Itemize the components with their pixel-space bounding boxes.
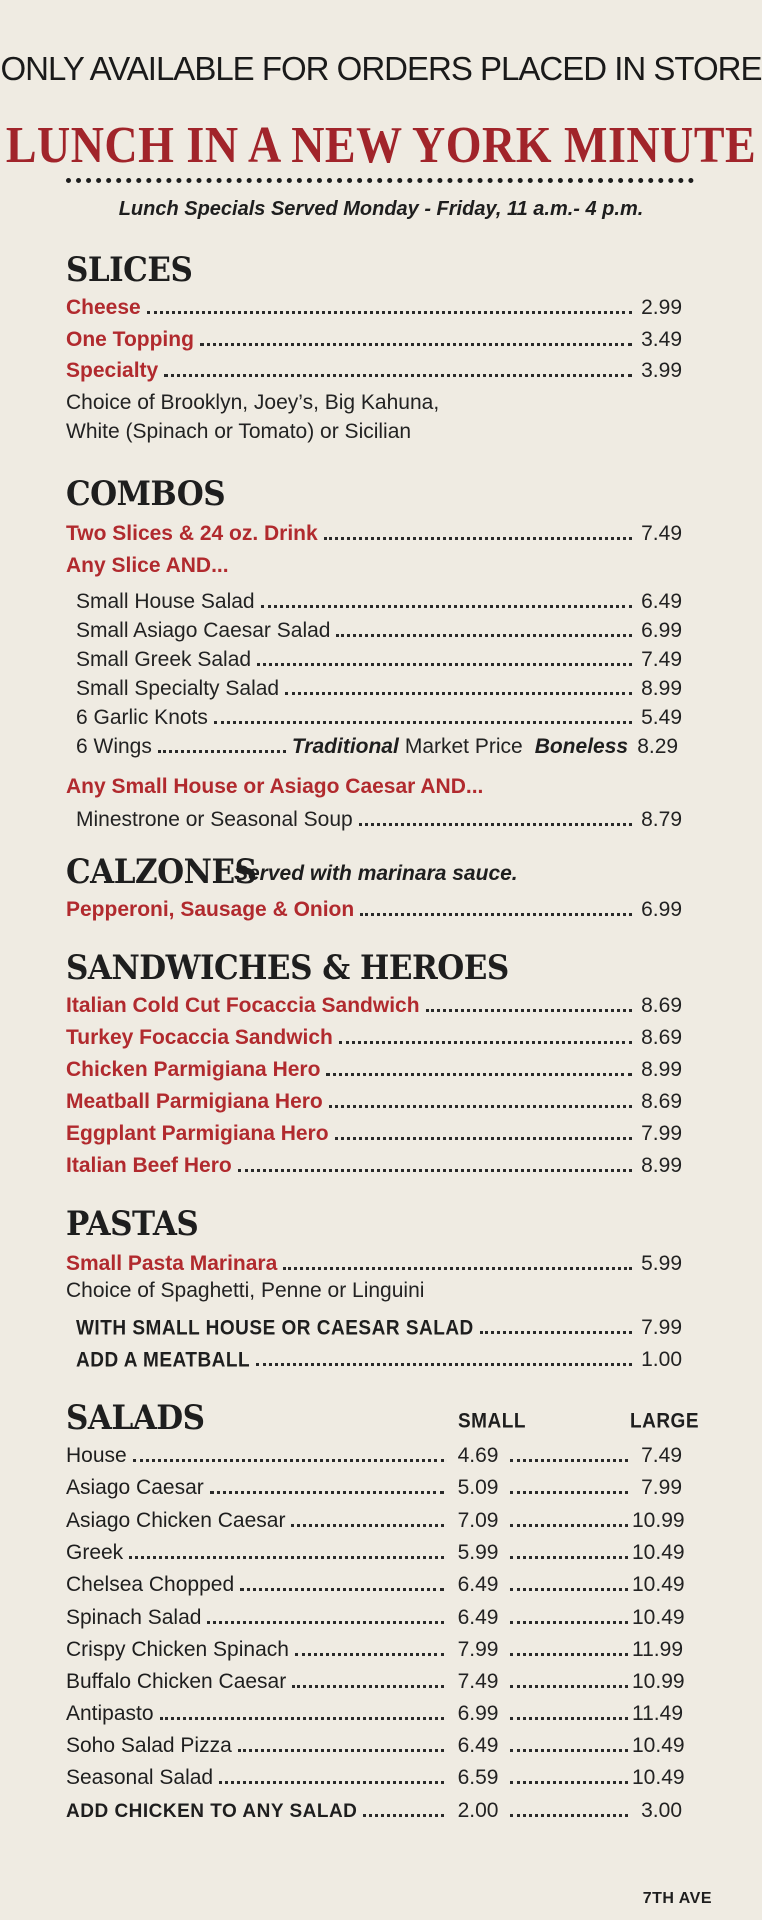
large-price: 10.49 [632,1541,685,1564]
item-name: Cheese [66,296,141,319]
item-name: WITH SMALL HOUSE OR CAESAR SALAD [76,1316,474,1340]
slices-description [66,388,439,446]
location-label: 7TH AVE [642,1890,712,1907]
menu-item [66,324,682,352]
item-price: 3.49 [641,328,682,351]
small-column-header: SMALL [458,1409,526,1433]
dot-leader [510,1524,628,1527]
large-price: 7.49 [641,1444,682,1467]
menu-item [66,894,682,922]
small-price: 6.59 [457,1766,499,1789]
section-title-calzones: CALZONES [66,852,257,892]
add-chicken-row [66,1795,682,1823]
traditional-price: Market Price [404,735,523,758]
menu-item [76,615,682,643]
item-price: 6.49 [641,590,682,613]
wings-item [76,731,682,759]
section-title-slices: SLICES [66,250,193,290]
item-name: Specialty [66,359,159,382]
menu-item [66,1054,682,1082]
dot-leader [510,1653,628,1656]
dot-leader [510,1814,628,1817]
menu-item [66,292,682,320]
large-price: 10.49 [632,1734,685,1757]
item-name: Greek [66,1541,124,1564]
menu-item [76,644,682,672]
item-price: 7.99 [641,1316,682,1339]
item-price: 6.99 [641,619,682,642]
item-price: 5.99 [641,1252,682,1275]
item-name: Small Asiago Caesar Salad [76,619,331,642]
large-column-header: LARGE [630,1409,699,1433]
item-name: One Topping [66,328,194,351]
dot-leader [158,750,286,753]
item-name: Asiago Chicken Caesar [66,1509,286,1532]
dot-leader [326,1073,632,1076]
dot-leader [147,311,632,314]
item-name: Asiago Caesar [66,1476,204,1499]
item-price: 5.49 [641,706,682,729]
traditional-label: Traditional [291,735,399,758]
large-price: 3.00 [641,1799,682,1822]
in-store-notice: ONLY AVAILABLE FOR ORDERS PLACED IN STORE [0,50,762,87]
item-price: 8.69 [641,1090,682,1113]
dot-leader [238,1169,632,1172]
dot-leader [207,1621,444,1624]
item-name: ADD CHICKEN TO ANY SALAD [66,1801,358,1822]
dot-leader [329,1105,632,1108]
salad-row [66,1537,685,1565]
dot-leader [283,1267,632,1270]
dot-leader [360,913,632,916]
dot-leader [510,1717,628,1720]
menu-item [76,1344,682,1372]
calzone-note: Served with marinara sauce. [234,862,518,885]
boneless-price: 8.29 [637,735,679,758]
menu-title: LUNCH IN A NEW YORK MINUTE [5,115,757,174]
item-price: 7.49 [641,522,682,545]
menu-item [66,1086,682,1114]
large-price: 11.99 [632,1638,683,1661]
item-price: 2.99 [641,296,682,319]
menu-item [66,990,682,1018]
salad-row [66,1602,685,1630]
small-price: 6.49 [457,1606,499,1629]
item-price: 6.99 [641,898,682,921]
small-price: 4.69 [457,1444,499,1467]
menu-item [76,804,682,832]
pasta-description: Choice of Spaghetti, Penne or Linguini [66,1279,425,1302]
item-name: Soho Salad Pizza [66,1734,232,1757]
dot-leader [426,1009,632,1012]
dot-leader [510,1781,628,1784]
small-price: 7.49 [457,1670,499,1693]
item-name: Chelsea Chopped [66,1573,235,1596]
large-price: 10.49 [632,1606,685,1629]
item-name: Seasonal Salad [66,1766,214,1789]
dot-leader [261,605,632,608]
dot-leader [510,1749,628,1752]
item-price: 7.49 [641,648,682,671]
menu-item [66,1118,682,1146]
small-price: 7.09 [457,1509,499,1532]
item-price: 1.00 [641,1348,682,1371]
item-name: Antipasto [66,1702,154,1725]
item-name: Meatball Parmigiana Hero [66,1090,323,1113]
item-name: Pepperoni, Sausage & Onion [66,898,355,921]
item-name: Small Pasta Marinara [66,1252,278,1275]
dot-leader [510,1621,628,1624]
dot-leader [336,634,632,637]
section-title-salads: SALADS [66,1398,205,1438]
small-price: 6.49 [457,1573,499,1596]
dot-leader [160,1717,444,1720]
dot-leader [510,1556,628,1559]
item-name: Buffalo Chicken Caesar [66,1670,287,1693]
small-price: 2.00 [457,1799,499,1822]
dot-leader [240,1588,444,1591]
dot-leader [510,1491,628,1494]
item-name: Minestrone or Seasonal Soup [76,808,353,831]
item-name: Italian Cold Cut Focaccia Sandwich [66,994,420,1017]
small-price: 6.49 [457,1734,499,1757]
salad-row [66,1666,685,1694]
dot-leader [238,1749,444,1752]
item-name: 6 Wings [76,735,152,758]
menu-item [76,702,682,730]
dot-leader [200,343,632,346]
small-price: 5.99 [457,1541,499,1564]
item-name: Two Slices & 24 oz. Drink [66,522,318,545]
large-price: 11.49 [632,1702,683,1725]
description-line: White (Spinach or Tomato) or Sicilian [66,420,412,443]
item-price: 7.99 [641,1122,682,1145]
item-name: Spinach Salad [66,1606,202,1629]
dot-leader [129,1556,444,1559]
dot-leader [133,1459,444,1462]
menu-item [66,355,682,383]
section-title-sandwiches: SANDWICHES & HEROES [66,948,509,988]
dot-leader [339,1041,632,1044]
item-name: House [66,1444,127,1467]
item-price: 8.99 [641,677,682,700]
item-name: ADD A MEATBALL [76,1348,251,1372]
item-name: Italian Beef Hero [66,1154,232,1177]
dot-leader [210,1491,444,1494]
item-name: Small House Salad [76,590,255,613]
description-line: Choice of Brooklyn, Joey’s, Big Kahuna, [66,391,440,414]
item-price: 8.79 [641,808,682,831]
dot-leader [359,823,632,826]
dot-leader [295,1653,444,1656]
item-price: 8.99 [641,1058,682,1081]
dot-leader [219,1781,444,1784]
menu-item [76,586,682,614]
dot-leader [324,537,632,540]
lunch-hours-subtitle: Lunch Specials Served Monday - Friday, 11 a.m.- 4 p.m. [118,198,644,220]
dot-leader [164,374,632,377]
item-price: 3.99 [641,359,682,382]
menu-item [76,1312,682,1340]
large-price: 10.99 [632,1670,685,1693]
item-price: 8.69 [641,1026,682,1049]
large-price: 10.49 [632,1573,685,1596]
menu-item [66,1248,682,1276]
menu-item [66,518,682,546]
salad-row [66,1634,682,1662]
salad-row [66,1698,682,1726]
salad-row [66,1440,682,1468]
dot-leader [257,663,632,666]
item-name: Small Greek Salad [76,648,252,671]
any-slice-heading: Any Slice AND... [66,554,229,577]
salad-row [66,1505,685,1533]
dot-leader [335,1137,632,1140]
small-price: 6.99 [457,1702,499,1725]
item-name: Small Specialty Salad [76,677,280,700]
salad-row [66,1472,682,1500]
dot-leader [480,1331,632,1334]
menu-item [66,1150,682,1178]
item-name: Eggplant Parmigiana Hero [66,1122,329,1145]
salad-row [66,1730,685,1758]
dot-leader [363,1814,444,1817]
dot-leader [291,1524,444,1527]
small-salad-heading: Any Small House or Asiago Caesar AND... [66,775,484,798]
menu-item [76,673,682,701]
salad-row [66,1762,685,1790]
dot-leader [256,1363,632,1366]
large-price: 7.99 [641,1476,682,1499]
dot-leader [214,721,632,724]
dot-leader [285,692,632,695]
section-title-pastas: PASTAS [66,1204,199,1244]
salad-row [66,1569,685,1597]
dot-leader [510,1685,628,1688]
item-name: Chicken Parmigiana Hero [66,1058,321,1081]
small-price: 5.09 [457,1476,499,1499]
title-divider [66,178,694,183]
item-name: Crispy Chicken Spinach [66,1638,289,1661]
section-title-combos: COMBOS [66,474,226,514]
dot-leader [292,1685,444,1688]
item-name: Turkey Focaccia Sandwich [66,1026,333,1049]
dot-leader [510,1588,628,1591]
small-price: 7.99 [457,1638,499,1661]
large-price: 10.99 [632,1509,685,1532]
item-price: 8.99 [641,1154,682,1177]
large-price: 10.49 [632,1766,685,1789]
dot-leader [510,1459,628,1462]
item-price: 8.69 [641,994,682,1017]
boneless-label: Boneless [534,735,629,758]
menu-item [66,1022,682,1050]
item-name: 6 Garlic Knots [76,706,208,729]
